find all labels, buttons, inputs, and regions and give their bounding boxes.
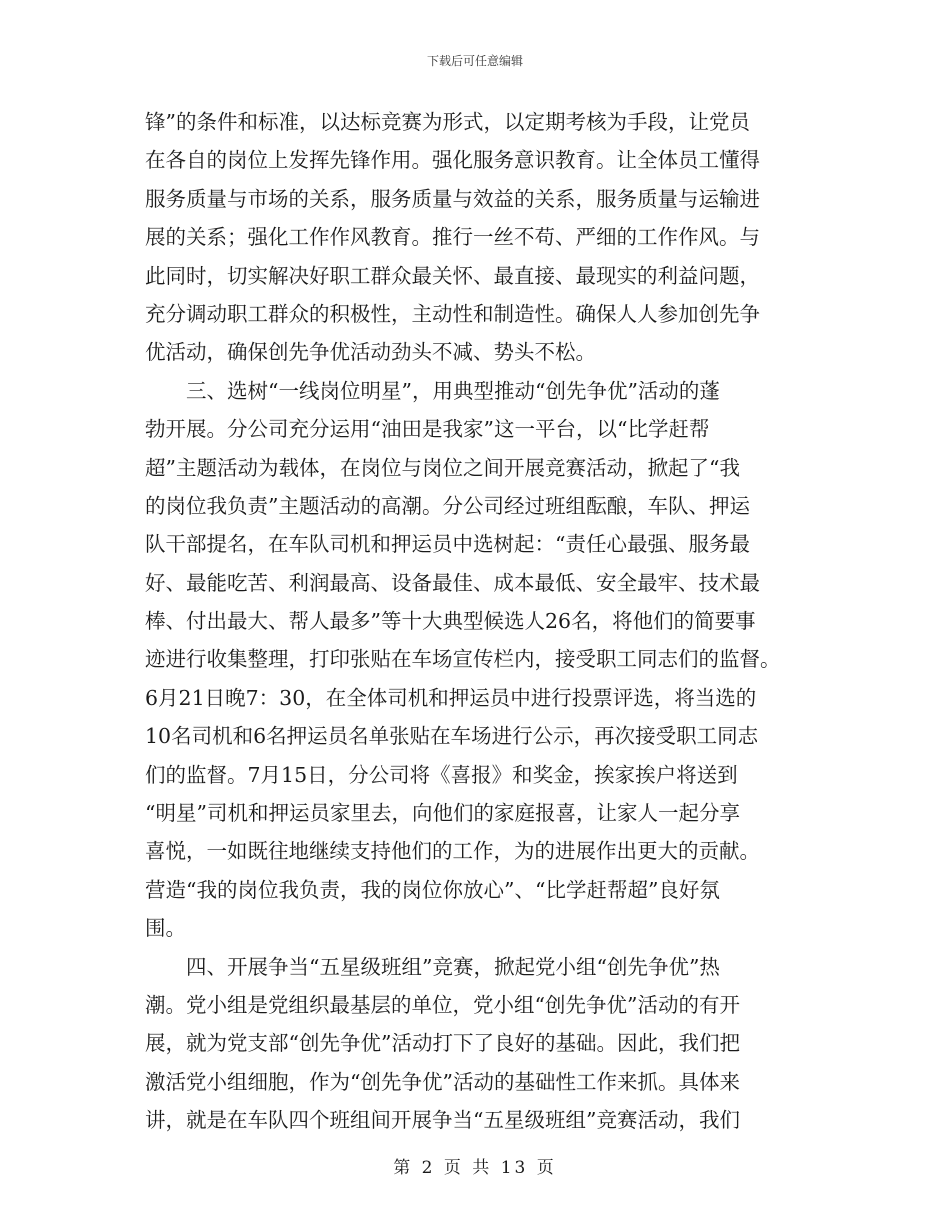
text-line: 四、开展争当“五星级班组”竞赛，掀起党小组“创先争优”热 [145, 954, 720, 979]
text-line: 充分调动职工群众的积极性，主动性和制造性。确保人人参加创先争 [145, 301, 760, 326]
text-line: 10名司机和6名押运员名单张贴在车场进行公示，再次接受职工同志 [145, 724, 759, 749]
page-header: 下载后可任意编辑 [426, 54, 523, 68]
text-line: 超”主题活动为载体，在岗位与岗位之间开展竞赛活动，掀起了“我 [145, 455, 740, 480]
text-line: 此同时，切实解决好职工群众最关怀、最直接、最现实的利益问题， [145, 263, 760, 288]
text-line: 服务质量与市场的关系，服务质量与效益的关系，服务质量与运输进 [145, 186, 760, 211]
text-line: 展的关系；强化工作作风教育。推行一丝不苟、严细的工作作风。与 [145, 225, 760, 250]
text-line: 讲，就是在车队四个班组间开展争当“五星级班组”竞赛活动，我们 [145, 1108, 740, 1133]
text-line: 迹进行收集整理，打印张贴在车场宣传栏内，接受职工同志们的监督。 [145, 647, 781, 672]
text-line: 激活党小组细胞，作为“创先争优”活动的基础性工作来抓。具体来 [145, 1069, 740, 1094]
text-line: 潮。党小组是党组织最基层的单位，党小组“创先争优”活动的有开 [145, 992, 740, 1017]
text-line: 勃开展。分公司充分运用“油田是我家”这一平台，以“比学赶帮 [145, 417, 710, 442]
text-line: 好、最能吃苦、利润最高、设备最佳、成本最低、安全最牢、技术最 [145, 570, 760, 595]
text-line: “明星”司机和押运员家里去，向他们的家庭报喜，让家人一起分享 [145, 801, 740, 826]
text-line: 在各自的岗位上发挥先锋作用。强化服务意识教育。让全体员工懂得 [145, 148, 760, 173]
text-line: 优活动，确保创先争优活动劲头不减、势头不松。 [145, 340, 596, 365]
text-line: 三、选树“一线岗位明星”，用典型推动“创先争优”活动的蓬 [145, 378, 720, 403]
text-line: 营造“我的岗位我负责，我的岗位你放心”、“比学赶帮超”良好氛 [145, 877, 720, 902]
document-body [145, 103, 805, 1140]
page-footer: 第 2 页 共 13 页 [393, 1158, 557, 1178]
text-line: 棒、付出最大、帮人最多”等十大典型候选人26名，将他们的简要事 [145, 609, 756, 634]
text-line: 围。 [145, 916, 186, 941]
text-line: 6月21日晚7：30，在全体司机和押运员中进行投票评选，将当选的 [145, 685, 757, 710]
text-line: 的岗位我负责”主题活动的高潮。分公司经过班组酝酿，车队、押运 [145, 493, 750, 518]
text-line: 队干部提名，在车队司机和押运员中选树起：“责任心最强、服务最 [145, 532, 750, 557]
text-line: 喜悦，一如既往地继续支持他们的工作，为的进展作出更大的贡献。 [145, 839, 760, 864]
text-line: 锋”的条件和标准，以达标竞赛为形式，以定期考核为手段，让党员 [145, 110, 750, 134]
text-line: 们的监督。7月15日，分公司将《喜报》和奖金，挨家挨户将送到 [145, 762, 738, 787]
text-line: 展，就为党支部“创先争优”活动打下了良好的基础。因此，我们把 [145, 1031, 740, 1056]
